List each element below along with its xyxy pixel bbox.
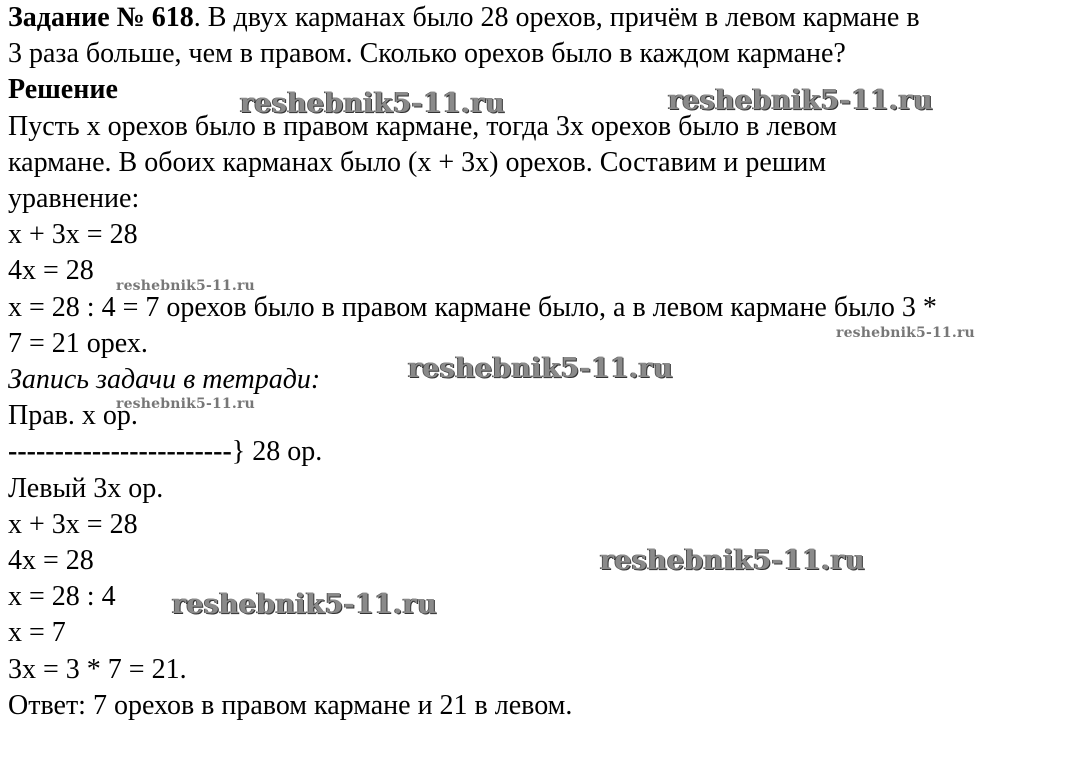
brace-total: } 28 ор. (231, 436, 323, 468)
solution-heading: Решение (8, 74, 118, 106)
solution-equation: x + 3x = 28 (8, 219, 138, 251)
watermark: reshebnik5-11.ru (116, 278, 255, 294)
notebook-equation: 4x = 28 (8, 545, 94, 577)
task-text-1: . В двух карманах было 28 орехов, причём в левом кармане в (193, 2, 920, 33)
document-page (8, 0, 1080, 724)
notebook-equation: x = 28 : 4 (8, 581, 116, 613)
solution-line: уравнение: (8, 183, 140, 215)
notebook-equation: x = 7 (8, 617, 66, 649)
notebook-line: Левый 3x ор. (8, 472, 164, 504)
solution-line: x = 28 : 4 = 7 орехов было в правом кармане было, а в левом кармане было 3 * (8, 291, 937, 323)
answer-line: Ответ: 7 орехов в правом кармане и 21 в левом. (8, 689, 573, 721)
watermark: reshebnik5-11.ru (836, 325, 975, 341)
task-statement-line-2: 3 раза больше, чем в правом. Сколько орехов было в каждом кармане? (8, 38, 846, 70)
notebook-equation: x + 3x = 28 (8, 508, 138, 540)
watermark: reshebnik5-11.ru (408, 353, 673, 384)
watermark: reshebnik5-11.ru (600, 545, 865, 576)
solution-line: 7 = 21 орех. (8, 327, 148, 359)
notebook-equation: 3x = 3 * 7 = 21. (8, 653, 187, 685)
solution-equation: 4x = 28 (8, 255, 94, 287)
solution-line: Пусть x орехов было в правом кармане, тогда 3x орехов было в левом (8, 110, 838, 142)
watermark: reshebnik5-11.ru (116, 396, 255, 412)
notebook-brace-line (8, 434, 1080, 470)
notebook-heading: Запись задачи в тетради: (8, 364, 321, 396)
notebook-right-line: Прав. x ор. (8, 400, 138, 432)
watermark: reshebnik5-11.ru (240, 88, 505, 119)
solution-line: кармане. В обоих карманах было (x + 3x) орехов. Составим и решим (8, 146, 827, 178)
task-label: Задание № 618 (8, 2, 194, 33)
task-statement-line-1 (8, 0, 1080, 36)
dashes-divider: ------------------------ (8, 436, 232, 468)
watermark: reshebnik5-11.ru (668, 85, 933, 116)
watermark: reshebnik5-11.ru (172, 589, 437, 620)
